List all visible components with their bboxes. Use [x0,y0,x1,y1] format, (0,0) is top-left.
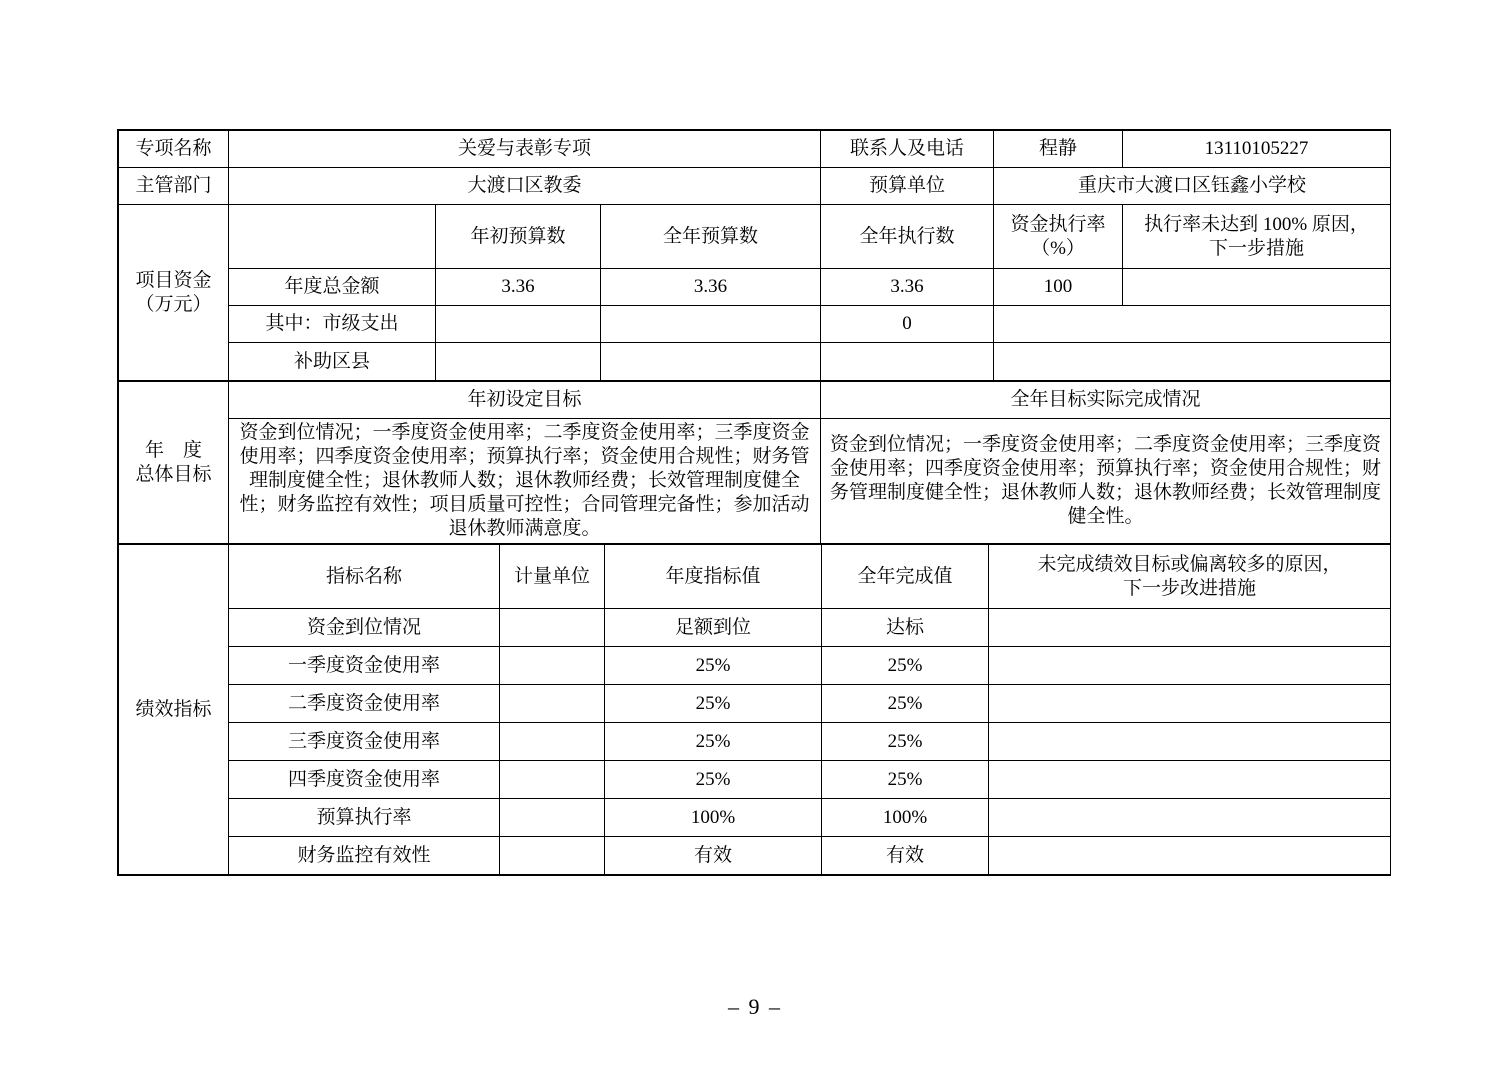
indicator-name: 三季度资金使用率 [229,723,500,761]
funds-col-annual-budget: 全年预算数 [601,205,821,269]
special-name-value: 关爱与表彰专项 [229,131,821,168]
goals-initial-text: 资金到位情况；一季度资金使用率；二季度资金使用率；三季度资金使用率；四季度资金使用率；预算执行率；资金使用合规性；财务管理制度健全性；退休教师人数；退休教师经费；长效管理制度健全性；财务监控有效性；项目质量可控性；合同管理完备性；参加活动退休教师满意度。 [229,419,821,544]
indicator-actual: 25% [822,761,989,799]
indicators-col-reason-line1: 未完成绩效目标或偏离较多的原因， [1037,553,1342,575]
funds-row-name: 年度总金额 [229,269,436,306]
funds-col-execution-rate-line1: 资金执行率 [1010,213,1106,235]
funds-executed-value: 3.36 [821,269,994,306]
funds-row-name: 其中：市级支出 [229,306,436,343]
indicator-unit [500,799,605,837]
indicator-unit [500,837,605,875]
indicator-actual: 25% [822,685,989,723]
funds-reason-value [994,343,1391,381]
indicator-name: 资金到位情况 [229,609,500,647]
funds-col-initial-budget: 年初预算数 [436,205,601,269]
indicator-unit [500,647,605,685]
budget-unit-label: 预算单位 [821,168,994,205]
indicator-reason [989,685,1391,723]
indicator-row [119,647,1391,685]
table-row [119,168,1391,205]
budget-unit-value: 重庆市大渡口区钰鑫小学校 [994,168,1391,205]
indicator-target: 25% [605,647,822,685]
indicator-target: 25% [605,761,822,799]
indicator-reason [989,799,1391,837]
annual-goals-table [118,381,1391,544]
indicators-section-label: 绩效指标 [119,545,229,875]
indicators-col-name: 指标名称 [229,545,500,609]
indicator-row [119,761,1391,799]
special-name-label: 专项名称 [119,131,229,168]
indicator-name: 二季度资金使用率 [229,685,500,723]
indicator-actual: 有效 [822,837,989,875]
contact-label: 联系人及电话 [821,131,994,168]
indicator-target: 足额到位 [605,609,822,647]
funds-section-label [119,205,229,381]
goals-label-line1: 年 度 [144,439,202,461]
funds-executed-value [821,343,994,381]
indicators-col-reason-line2: 下一步改进措施 [1122,577,1256,599]
goals-initial-header: 年初设定目标 [229,382,821,419]
funds-rate-value: 100 [994,269,1123,306]
indicator-row [119,799,1391,837]
goals-actual-header: 全年目标实际完成情况 [821,382,1391,419]
indicator-name: 预算执行率 [229,799,500,837]
indicator-name: 财务监控有效性 [229,837,500,875]
indicator-reason [989,609,1391,647]
funds-annual-value [601,343,821,381]
funds-subname-header [229,205,436,269]
indicator-target: 有效 [605,837,822,875]
indicators-col-unit: 计量单位 [500,545,605,609]
indicator-row [119,723,1391,761]
indicator-name: 四季度资金使用率 [229,761,500,799]
indicators-col-target: 年度指标值 [605,545,822,609]
indicator-unit [500,685,605,723]
indicator-actual: 25% [822,723,989,761]
department-label: 主管部门 [119,168,229,205]
indicator-row [119,837,1391,875]
indicator-reason [989,647,1391,685]
indicator-reason [989,723,1391,761]
indicators-col-reason [989,545,1391,609]
indicator-actual: 达标 [822,609,989,647]
goals-body-row [119,419,1391,544]
indicator-actual: 100% [822,799,989,837]
indicator-target: 25% [605,723,822,761]
department-value: 大渡口区教委 [229,168,821,205]
goals-section-label [119,382,229,544]
performance-report-table [117,129,1391,876]
funds-executed-value: 0 [821,306,994,343]
indicator-target: 25% [605,685,822,723]
indicator-reason [989,761,1391,799]
funds-col-annual-executed: 全年执行数 [821,205,994,269]
funds-annual-value [601,306,821,343]
funds-col-reason [1123,205,1391,269]
contact-name: 程静 [994,131,1123,168]
funds-row-city-expense [119,306,1391,343]
funds-initial-value: 3.36 [436,269,601,306]
indicator-target: 100% [605,799,822,837]
indicator-unit [500,723,605,761]
funds-col-execution-rate [994,205,1123,269]
page-number: – 9 – [728,994,782,1019]
indicators-header-row [119,545,1391,609]
goals-actual-text: 资金到位情况；一季度资金使用率；二季度资金使用率；三季度资金使用率；四季度资金使用率；预算执行率；资金使用合规性；财务管理制度健全性；退休教师人数；退休教师经费；长效管理制度健全性。 [821,419,1391,544]
indicator-row [119,609,1391,647]
indicator-reason [989,837,1391,875]
funds-initial-value [436,306,601,343]
funds-col-reason-line2: 下一步措施 [1209,237,1305,259]
funds-col-execution-rate-line2: （%） [1031,237,1085,259]
indicators-col-actual: 全年完成值 [822,545,989,609]
funds-reason-value [1123,269,1391,306]
funds-header-row [119,205,1391,269]
funds-initial-value [436,343,601,381]
funds-annual-value: 3.36 [601,269,821,306]
performance-indicators-table [118,544,1391,875]
goals-header-row [119,382,1391,419]
goals-label-line2: 总体目标 [135,463,212,485]
project-info-and-funds-table [118,130,1391,381]
funds-row-total [119,269,1391,306]
indicator-name: 一季度资金使用率 [229,647,500,685]
funds-reason-value [994,306,1391,343]
indicator-actual: 25% [822,647,989,685]
funds-label-line1: 项目资金 [135,269,212,291]
indicator-unit [500,761,605,799]
funds-row-subsidy [119,343,1391,381]
contact-phone: 13110105227 [1123,131,1391,168]
funds-row-name: 补助区县 [229,343,436,381]
table-row [119,131,1391,168]
indicator-unit [500,609,605,647]
funds-label-line2: （万元） [135,293,212,315]
funds-col-reason-line1: 执行率未达到 100% 原因， [1144,213,1369,235]
indicator-row [119,685,1391,723]
